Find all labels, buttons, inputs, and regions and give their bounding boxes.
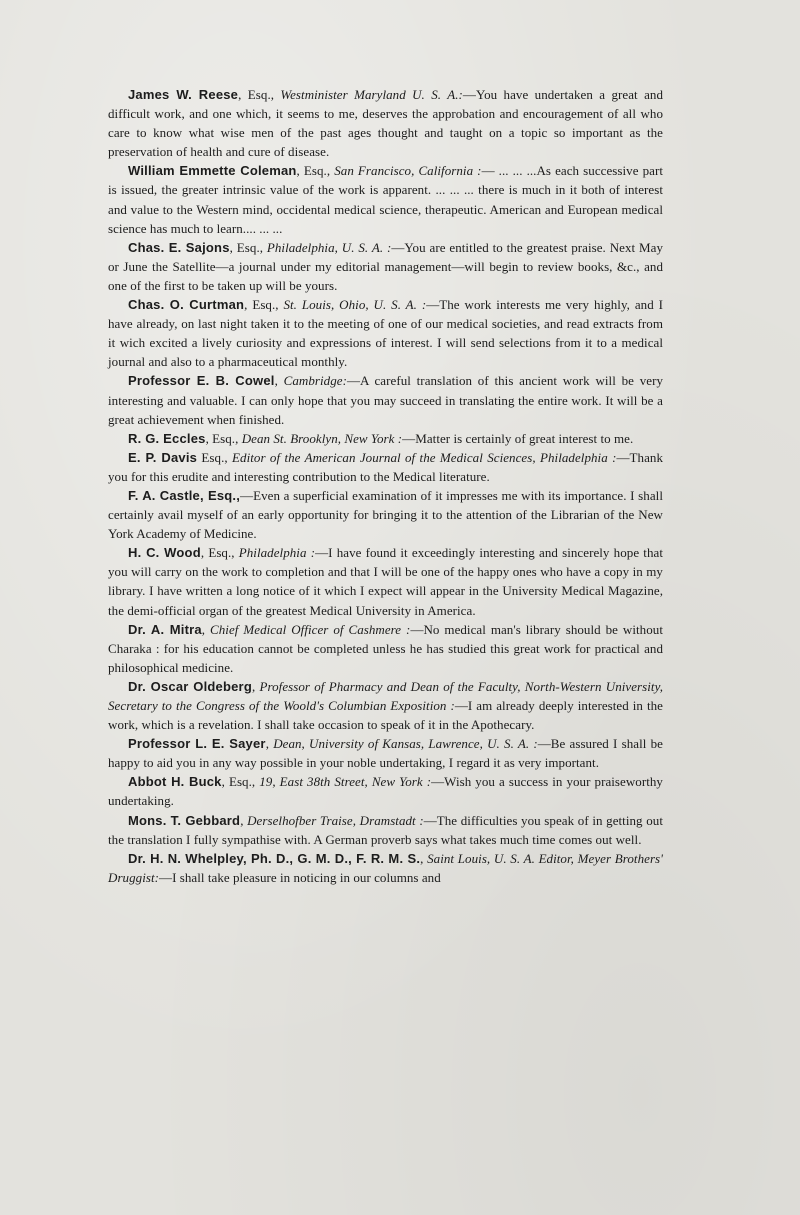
testimonial-entry [108,677,663,734]
author-place: Cambridge: [283,373,347,389]
author-name: Professor E. B. Cowel [128,373,275,389]
author-place: Chief Medical Officer of Cashmere : [210,621,411,637]
testimonial-text: —You are entitled to the greatest praise. Next May or June the Satellite—a journal under my editorial management—will begin to review books, &c., and one of the first to be taken up will be yours. [108,239,664,293]
author-title: , [274,373,284,389]
testimonial-text: —A careful translation of this ancient work will be very interesting and valuable. I can only hope that you may succeed in translating the entire work. It will be a great achievement when finished. [108,373,663,427]
testimonial-entry [108,543,663,619]
testimonial-entry [108,734,663,772]
testimonials-text [108,85,663,887]
testimonial-entry [108,238,663,295]
testimonial-text: — ... ... ...As each successive part is issued, the greater intrinsic value of the work is apparent. ... ... ... there is much in it both of interest and value to the Western mind, occidental medical science, therapeutic. American and European medical science has much to learn.... ... ... [108,163,663,236]
author-title: , Esq., [199,487,241,503]
author-title: , Esq., [229,239,267,255]
author-title: , [420,850,428,866]
author-name: Mons. T. Gebbard [128,812,241,828]
author-title: , [251,678,260,694]
author-title: , [201,621,211,637]
author-title: , [265,736,274,752]
testimonial-entry [108,486,663,543]
testimonial-entry [108,849,663,887]
author-place: Professor of Pharmacy and Dean of the Faculty, North-Western University, Secretary to the Congress of the Woold's Columbian Exposition : [108,678,663,713]
testimonial-text: —You have undertaken a great and difficult work, and one which, it seems to me, deserves the approbation and encouragement of all who care to know what wise men of the past ages thought and taught on a topic so important as the preservation of health and cure of disease. [108,87,663,160]
testimonial-entry [108,85,663,161]
author-title: , Esq., [221,774,260,790]
author-title: , Esq., [205,430,242,446]
author-title: , Esq., [238,87,281,102]
testimonial-text: —Wish you a success in your praiseworthy undertaking. [108,774,663,809]
author-name: Dr. H. N. Whelpley, Ph. D., G. M. D., F. R. M. S. [128,850,421,866]
author-name: Abbot H. Buck [128,774,222,790]
testimonial-text: —The work interests me very highly, and I have already, on last night taken it to the meeting of one of our medical societies, and read extracts from it wich excited a lively curiosity and expressions of interest. I will send selections from it to a medical journal and also to a pharmaceutical monthly. [108,297,664,370]
author-name: Dr. A. Mitra [128,621,202,637]
author-name: F. A. Castle [128,487,200,503]
author-name: William Emmette Coleman [128,163,297,179]
author-place: Westminister Maryland U. S. A.: [280,87,463,102]
author-name: Professor L. E. Sayer [128,736,266,752]
author-place: Dean, University of Kansas, Lawrence, U. S. A. : [273,736,538,752]
testimonial-text: —Even a superficial examination of it impresses me with its importance. I shall certainly avail myself of an early opportunity for bringing it to the attention of the Librarian of the New York Academy of Medicine. [108,487,663,542]
testimonial-entry [108,811,663,849]
author-place: 19, East 38th Street, New York : [259,774,432,790]
author-name: Chas. O. Curtman [128,297,245,313]
testimonial-text: —I shall take pleasure in noticing in our columns and [159,869,441,885]
testimonial-entry [108,620,663,677]
author-name: Dr. Oscar Oldeberg [128,678,252,694]
testimonial-entry [108,772,663,810]
testimonial-text: —I have found it exceedingly interesting and sincerely hope that you will carry on the work to completion and that I will be one of the happy ones who have a copy in my library. I have written a long notice of it which I expect will appear in the University Medical Magazine, the demi-official organ of the greatest Medical University in America. [108,545,664,618]
testimonial-entry [108,371,663,428]
author-name: Chas. E. Sajons [128,239,230,255]
author-place: Philadelphia : [238,545,316,561]
author-place: Derselhofber Traise, Dramstadt : [247,812,424,828]
author-title: , Esq., [244,297,284,313]
author-name: E. P. Davis [128,449,198,465]
author-place: Philadelphia, U. S. A. : [266,239,392,255]
testimonial-entry [108,295,663,371]
testimonial-text: —No medical man's library should be without Charaka : for his education cannot be completed unless he has studied this great work for practical and philosophical medicine. [108,621,663,675]
testimonial-text: —The difficulties you speak of in getting out the translation I fully sympathise with. A German proverb says what takes much time comes out well. [108,812,663,847]
author-title: , Esq., [200,545,239,561]
author-title: Esq., [197,449,233,465]
author-place: Editor of the American Journal of the Medical Sciences, Philadelphia : [232,449,617,465]
testimonial-entry [108,161,663,237]
author-name: James W. Reese [128,87,239,102]
testimonial-entry [108,429,663,448]
author-place: San Francisco, California : [334,163,482,179]
testimonial-entry [108,448,663,486]
testimonial-text: —I am already deeply interested in the work, which is a revelation. I shall take occasion to speak of it in the Apothecary. [108,698,664,733]
author-place: St. Louis, Ohio, U. S. A. : [283,297,427,313]
author-title: , Esq., [296,163,335,179]
testimonial-text: —Thank you for this erudite and interesting contribution to the Medical literature. [108,449,663,484]
author-title: , [240,812,248,828]
author-place: Saint Louis, U. S. A. Editor, Meyer Brothers' Druggist: [108,850,663,885]
author-name: H. C. Wood [128,545,201,561]
author-name: R. G. Eccles [128,430,206,446]
testimonial-text: —Be assured I shall be happy to aid you in any way possible in your noble undertaking, I regard it as very important. [108,736,663,771]
testimonial-text: —Matter is certainly of great interest to me. [402,430,634,446]
author-place: Dean St. Brooklyn, New York : [241,430,403,446]
